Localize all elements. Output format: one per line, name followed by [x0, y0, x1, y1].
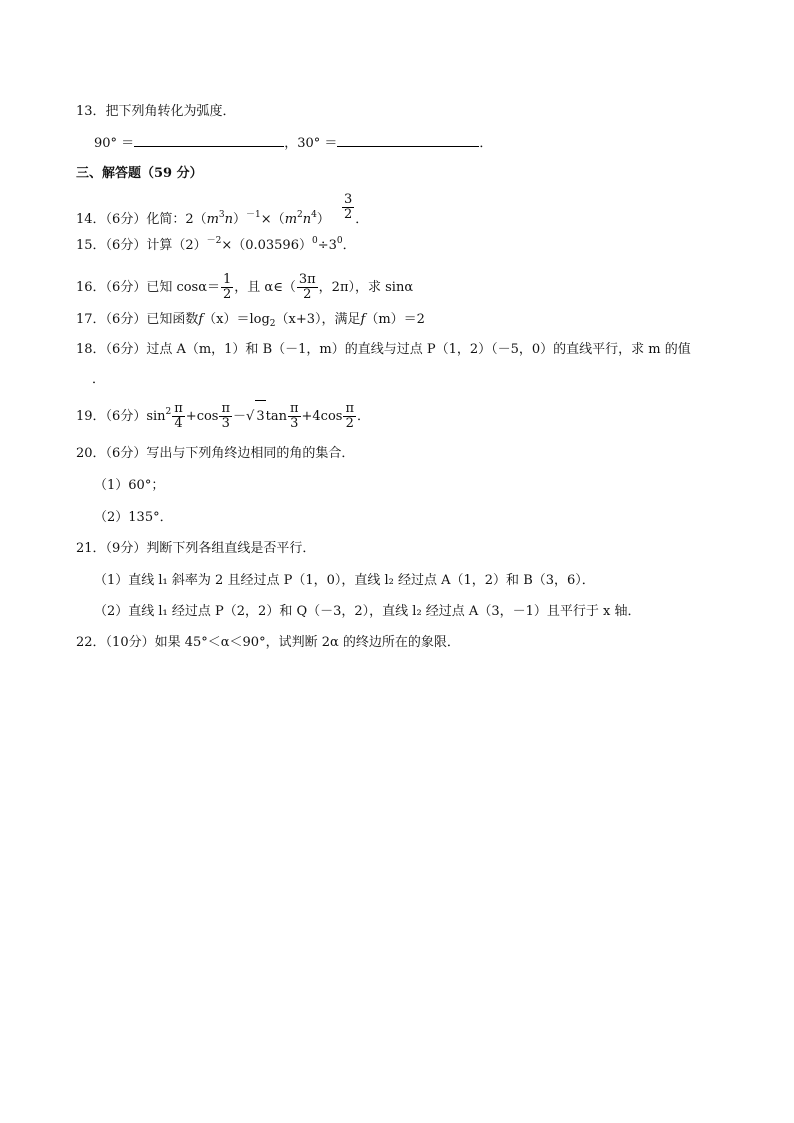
q20-sub-1: （1）60°； — [94, 478, 165, 493]
q19-plus-cos: +cos — [185, 409, 219, 424]
q19-fraction-4: $\frac{\pi}{2}$ — [345, 401, 355, 431]
q15-exp-c: 0 — [336, 236, 343, 246]
q14-var-n: n — [224, 212, 234, 227]
q19-fraction-3: $\frac{\pi}{3}$ — [289, 401, 299, 431]
q14-var-n2: n — [302, 212, 312, 227]
q19-fraction-1: $\frac{\pi}{4}$ — [174, 401, 183, 431]
q14-var-m: m — [206, 212, 219, 227]
q13-label-30: ，30° ＝ — [284, 136, 338, 151]
q13-title: 13．把下列角转化为弧度． — [76, 104, 236, 119]
q14 — [76, 192, 369, 234]
q15-exp-a: －2 — [206, 236, 222, 246]
q19-tan: tan — [265, 409, 287, 424]
q14-var-m2: m — [284, 212, 298, 227]
q13-blank-1[interactable] — [134, 134, 284, 147]
q14-exp-neg1: －1 — [246, 210, 261, 220]
q17-prefix: 17．（6分）已知函数 — [76, 312, 199, 327]
q14-times: ×（ — [260, 212, 285, 227]
q13-blank-2[interactable] — [337, 134, 479, 147]
q16-fraction-2: $\frac{3\pi}{2}$ — [298, 272, 316, 302]
q17 — [76, 312, 425, 329]
q19-fraction-2: $\frac{\pi}{3}$ — [221, 401, 231, 431]
q19-minus: － — [233, 409, 247, 424]
q13-end: ． — [479, 136, 493, 151]
q22: 22．（10分）如果 45°＜α＜90°，试判断 2α 的终边所在的象限． — [76, 635, 460, 650]
q13-label-90: 90° ＝ — [94, 136, 135, 151]
section-heading: 三、解答题（59 分） — [76, 166, 203, 181]
q19-end: ． — [357, 409, 371, 424]
q15-part-c: ÷3 — [317, 238, 337, 253]
q14-prefix: 14．（6分）化简：2（ — [76, 212, 207, 227]
q15-part-a: 15．（6分）计算（2） — [76, 238, 207, 253]
q19: 19．（6分）$\sin^2$ $\frac{\pi}{4}$ +cos $\frac{\pi}{3}$ －√ 3tan $\frac{\pi}{3}$ +4cos $\frac{\pi}{2}$ ． — [76, 401, 371, 431]
q17-m-part: （m）＝2 — [365, 312, 425, 327]
q21-sub-1: （1）直线 l₁ 斜率为 2 且经过点 P（1，0），直线 l₂ 经过点 A（1，2）和 B（3，6）． — [94, 573, 595, 588]
q14-close1: ） — [233, 212, 247, 227]
q19-square: 2 — [165, 407, 172, 417]
q17-x-part: （x）＝log — [203, 312, 270, 327]
q14-end: ． — [355, 212, 369, 227]
q16-prefix: 16．（6分）已知 cosα＝ — [76, 280, 221, 295]
q14-exp-3: 3 — [218, 210, 225, 220]
q14-exponent-fraction: $\frac{3}{2}$ — [344, 192, 353, 222]
q16-suffix: ，2π），求 sinα — [318, 280, 414, 295]
q19-sqrt-arg: 3 — [255, 400, 265, 433]
q13-answer-line — [94, 134, 492, 152]
q16 — [76, 272, 413, 304]
q14-exp-2: 2 — [297, 210, 303, 220]
q15-part-b: ×（0.03596） — [221, 238, 312, 253]
q15-end: ． — [342, 238, 356, 253]
q17-f2: f — [360, 312, 366, 327]
q20-title: 20．（6分）写出与下列角终边相同的角的集合． — [76, 446, 355, 461]
q18-line-2: ． — [92, 372, 106, 387]
q20-sub-2: （2）135°． — [94, 510, 173, 525]
q21-title: 21．（9分）判断下列各组直线是否平行． — [76, 541, 316, 556]
q21-sub-2: （2）直线 l₁ 经过点 P（2，2）和 Q（－3，2），直线 l₂ 经过点 A（3，－1）且平行于 x 轴． — [94, 604, 641, 619]
q16-mid: ，且 α∈（ — [234, 280, 296, 295]
q15 — [76, 238, 356, 255]
q15-exp-b: 0 — [311, 236, 318, 246]
q19-plus-4cos: +4cos — [301, 409, 343, 424]
q17-log-base: 2 — [269, 319, 276, 329]
q19-prefix: 19．（6分）sin — [76, 409, 166, 424]
q14-close2: ） — [316, 212, 330, 227]
q17-arg: （x+3），满足 — [275, 312, 361, 327]
q14-exp-4: 4 — [311, 210, 317, 220]
q17-f: f — [198, 312, 204, 327]
q18-line-1: 18．（6分）过点 A（m，1）和 B（－1，m）的直线与过点 P（1，2）（－5，0）的直线平行，求 m 的值 — [76, 342, 691, 357]
q16-fraction-1: $\frac{1}{2}$ — [223, 272, 232, 302]
